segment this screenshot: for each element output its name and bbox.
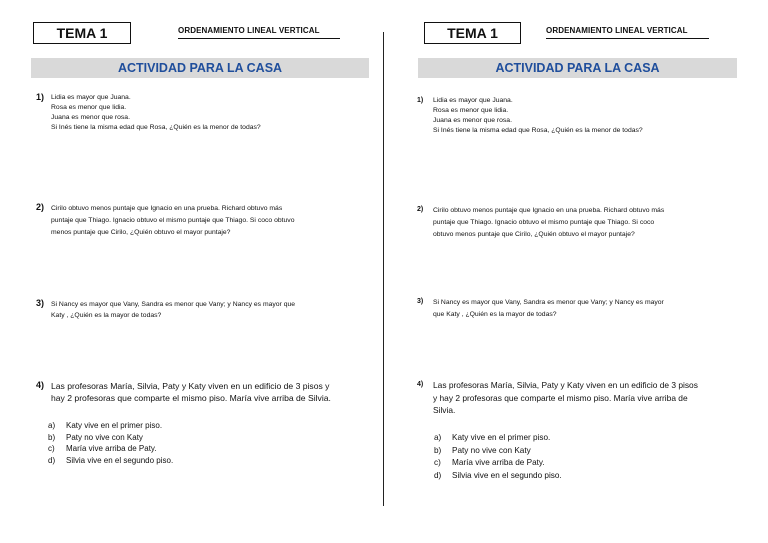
option-c: c) María vive arriba de Paty. bbox=[434, 458, 545, 467]
question-line: obtuvo menos puntaje que Cirilo, ¿Quién obtuvo el mayor puntaje? bbox=[433, 231, 635, 238]
activity-banner: ACTIVIDAD PARA LA CASA bbox=[418, 58, 737, 78]
option-a: a) Katy vive en el primer piso. bbox=[434, 433, 551, 442]
question-line: Juana es menor que rosa. bbox=[51, 114, 130, 121]
question-number: 4) bbox=[36, 380, 45, 390]
question-line: Si Nancy es mayor que Vany, Sandra es menor que Vany; y Nancy es mayor que bbox=[51, 301, 296, 308]
left-page bbox=[0, 0, 383, 543]
question-line: Las profesoras María, Silvia, Paty y Katy viven en un edificio de 3 pisos bbox=[433, 380, 698, 390]
activity-banner: ACTIVIDAD PARA LA CASA bbox=[31, 58, 369, 78]
question-line: y hay 2 profesoras que comparte el mismo piso. María vive arriba de bbox=[433, 392, 688, 403]
question-line: menos puntaje que Cirilo, ¿Quién obtuvo el mayor puntaje? bbox=[51, 229, 231, 236]
question-line: puntaje que Thiago. Ignacio obtuvo el mismo puntaje que Thiago. Si coco bbox=[433, 219, 655, 226]
question-number: 1) bbox=[417, 97, 424, 104]
page-divider bbox=[383, 32, 384, 506]
option-c: c) María vive arriba de Paty. bbox=[48, 444, 157, 454]
topic-subtitle: ORDENAMIENTO LINEAL VERTICAL bbox=[178, 26, 340, 39]
question-line: Lidia es mayor que Juana. bbox=[433, 97, 513, 104]
option-a: a) Katy vive en el primer piso. bbox=[48, 421, 163, 430]
question-number: 2) bbox=[36, 202, 45, 212]
question-line: Cirilo obtuvo menos puntaje que Ignacio en una prueba. Richard obtuvo más bbox=[433, 207, 665, 214]
tema-title-box: TEMA 1 bbox=[33, 22, 131, 44]
question-line: Katy , ¿Quién es la mayor de todas? bbox=[51, 312, 162, 319]
option-b: b) Paty no vive con Katy bbox=[434, 445, 531, 455]
question-number: 2) bbox=[417, 206, 424, 213]
question-line: Lidia es mayor que Juana. bbox=[51, 94, 131, 101]
question-line: Si Inés tiene la misma edad que Rosa, ¿Quién es la menor de todas? bbox=[433, 127, 643, 134]
tema-title-box: TEMA 1 bbox=[424, 22, 521, 44]
question-line: Rosa es menor que lidia. bbox=[433, 107, 509, 114]
right-page bbox=[386, 0, 768, 543]
question-line: Juana es menor que rosa. bbox=[433, 117, 512, 124]
option-d: d) Silvia vive en el segundo piso. bbox=[48, 455, 174, 465]
topic-subtitle: ORDENAMIENTO LINEAL VERTICAL bbox=[546, 26, 709, 39]
question-4-options bbox=[434, 432, 562, 482]
question-number: 3) bbox=[36, 298, 45, 308]
question-line: Las profesoras María, Silvia, Paty y Katy viven en un edificio de 3 pisos y bbox=[51, 381, 330, 391]
question-line: Si Nancy es mayor que Vany, Sandra es menor que Vany; y Nancy es mayor bbox=[433, 299, 664, 306]
question-number: 3) bbox=[417, 298, 424, 305]
question-4-options bbox=[48, 420, 173, 466]
question-line: Silvia. bbox=[433, 405, 456, 415]
question-line: puntaje que Thiago. Ignacio obtuvo el mismo puntaje que Thiago. Si coco obtuvo bbox=[51, 217, 295, 224]
question-line: que Katy , ¿Quién es la mayor de todas? bbox=[433, 311, 557, 318]
option-d: d) Silvia vive en el segundo piso. bbox=[434, 470, 562, 480]
question-number: 1) bbox=[36, 92, 45, 102]
question-number: 4) bbox=[417, 381, 424, 388]
option-b: b) Paty no vive con Katy bbox=[48, 432, 143, 442]
question-line: Cirilo obtuvo menos puntaje que Ignacio en una prueba. Richard obtuvo más bbox=[51, 205, 283, 212]
question-line: hay 2 profesoras que comparte el mismo piso. María vive arriba de Silvia. bbox=[51, 393, 331, 403]
question-line: Si Inés tiene la misma edad que Rosa, ¿Quién es la menor de todas? bbox=[51, 124, 261, 131]
question-line: Rosa es menor que lidia. bbox=[51, 104, 127, 111]
